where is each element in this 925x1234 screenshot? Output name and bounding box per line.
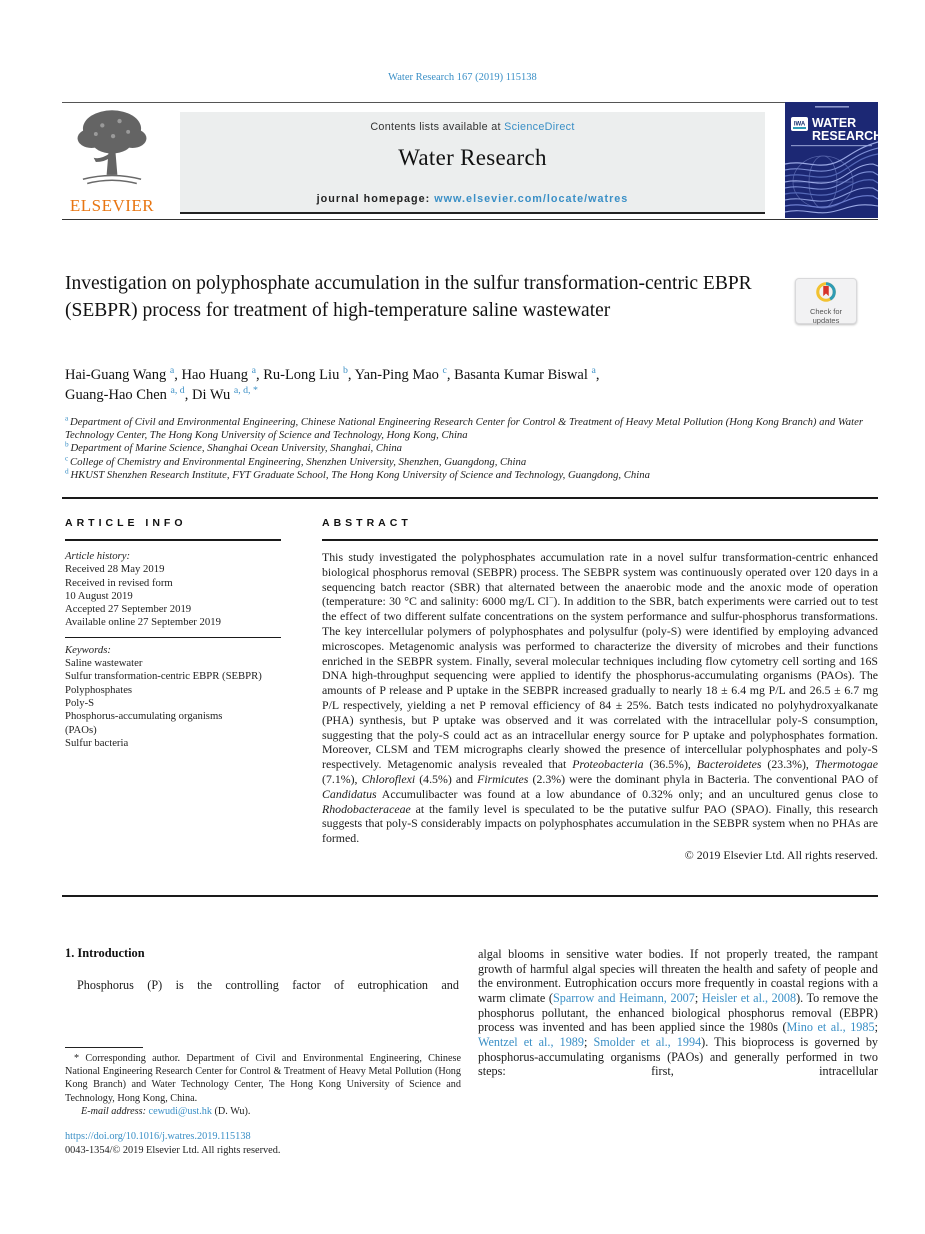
text-run: * Corresponding author. Department of Civil and Environmental Engineering, Chinese National Engineering Research Center for Control & Treatment of Heavy Metal Pollution (Hong Kong Branch) and Water Technology Center, The Hong Kong University of Science and Technology, Hong Kong, China. [65, 1053, 461, 1104]
footnote-rule [65, 1047, 143, 1048]
inline-link[interactable]: c [65, 454, 71, 463]
history-line: Received 28 May 2019 [65, 563, 165, 576]
section-heading-introduction: 1. Introduction [65, 946, 145, 960]
affiliation-c [65, 456, 877, 469]
text-run: College of Chemistry and Environmental Engineering, Shenzhen University, Shenzhen, Guangdong, China [70, 455, 527, 468]
inline-link[interactable]: a [591, 365, 596, 377]
history-line: Accepted 27 September 2019 [65, 603, 192, 616]
copyright-line: © 2019 Elsevier Ltd. All rights reserved. [684, 847, 878, 862]
abstract-rule [322, 539, 878, 541]
contents-line [180, 121, 765, 133]
text-run: ; [694, 990, 702, 1005]
text-run: Department of Marine Science, Shanghai Ocean University, Shanghai, China [70, 442, 403, 455]
inline-link[interactable]: Heisler et al., 2008 [701, 990, 797, 1005]
author-list [65, 366, 835, 405]
sciencedirect-link[interactable]: ScienceDirect [504, 121, 575, 133]
text-run: Bacteroidetes [696, 757, 762, 772]
banner-bottom-rule [62, 219, 878, 220]
elsevier-tree-icon [73, 177, 151, 194]
text-run: Hai-Guang Wang [65, 367, 170, 383]
text-run: ). In addition to the SBR, batch experiments were carried out to test the effect of two different sulfate concentrations on the system performance and sulfur-phosphorus transformations. The key intercellular polymers of polyphosphates and polysulfur (poly-S) were identified by employing advanced microscopes. Metagenomic analysis was performed to characterize the diversity of microbes and their functions enriched in the SEBPR system. Finally, several molecular techniques including flow cytometry cell sorting and 16S DNA high-throughput sequencing were applied to identify the phosphorus-accumulating organisms (PAOs). The amounts of P release and P uptake in the SEBPR increased gradually to nearly 18 ± 6.4 mg P/L and 26.5 ± 6.7 mg P/L respectively, yielding a net P removal efficiency of 84 ± 25%. Batch tests indicated no polyhydroxyalkanate (PHA) synthesis, but P uptake was observed and it was correlated with the intracellular poly-S consumption, suggesting that the poly-S could act as an intracellular energy source for P uptake and polyphosphates formation. Moreover, CLSM and TEM micrographs clearly showed the presence of intercellular polyphosphates and poly-S respectively. Metagenomic analysis revealed that [322, 594, 878, 772]
article-title: Investigation on polyphosphate accumulation in the sulfur transformation-centric EBPR (SEBPR) process for treatment of high-temperature saline wastewater [65, 273, 752, 321]
check-badge-label-line2: updates [812, 315, 840, 325]
article-info-heading: ARTICLE INFO [65, 517, 187, 529]
elsevier-wordmark: ELSEVIER [69, 196, 155, 215]
article-info-rule [65, 539, 281, 541]
inline-link[interactable]: Wentzel et al., 1989 [478, 1034, 584, 1049]
abstract-bottom-rule [62, 895, 878, 897]
text-run: algal blooms in sensitive water bodies. If not properly treated, the rampant growth of harmful algal species will threaten the health and safety of people and the environment. Eutrophication occurs more frequently in coastal regions with a warm climate ( [478, 947, 878, 1005]
check-badge-label-line1: Check for [809, 307, 843, 316]
abstract-heading: ABSTRACT [322, 517, 412, 529]
text-run: (23.3%), [761, 757, 815, 772]
text-run: Accumulibacter was found at a low abundance of 0.32% only; and an uncultured genus close to [376, 786, 878, 801]
intro-paragraph-right [478, 947, 878, 1079]
text-run: at the family level is speculated to be the putative sulfur PAO (SPAO). Finally, this research suggests that poly-S considerably impacts on polyphosphates accumulation in the SEBPR system when no PHAs are formed. [322, 801, 878, 846]
text-run: (2.3%) were the dominant phyla in Bacteria. The conventional PAO of [528, 771, 879, 786]
intro-paragraph-left: Phosphorus (P) is the controlling factor of eutrophication and [77, 978, 459, 992]
inline-link[interactable]: Smolder et al., 1994 [593, 1034, 702, 1049]
inline-link[interactable]: Mino et al., 1985 [786, 1020, 875, 1035]
inline-link[interactable]: a, d, * [233, 384, 258, 396]
text-run: Proteobacteria [572, 757, 644, 772]
inline-link[interactable]: a [65, 414, 71, 423]
homepage-line [180, 193, 765, 205]
article-info-column [65, 550, 295, 750]
text-run: , Hao Huang [174, 367, 252, 383]
inline-link[interactable]: Sparrow and Heimann, 2007 [552, 990, 695, 1005]
text-run: , Yan-Ping Mao [347, 367, 443, 383]
text-run: (36.5%), [643, 757, 697, 772]
elsevier-logo [62, 106, 162, 216]
journal-banner [180, 112, 765, 214]
banner-journal-title: Water Research [398, 145, 547, 170]
inline-link[interactable]: a [251, 365, 256, 377]
text-run: (D. Wu). [211, 1105, 251, 1117]
cover-title-line1: WATER [812, 116, 857, 130]
keyword: (PAOs) [65, 723, 97, 736]
check-for-updates-badge[interactable] [795, 278, 857, 324]
text-run: ; [874, 1020, 878, 1035]
text-run: ; [584, 1034, 594, 1049]
keyword: Sulfur bacteria [65, 736, 129, 749]
affiliation-a [65, 416, 877, 442]
corresponding-author-footnote [65, 1052, 461, 1118]
affiliation-b [65, 442, 877, 455]
abstract-text [322, 550, 878, 863]
text-run: (7.1%), [322, 771, 362, 786]
text-run: ). To remove the phosphorus pollutant, the enhanced biological phosphorus removal (EBPR) process was invented and has been applied since the 1980s ( [478, 990, 878, 1035]
keyword: Sulfur transformation-centric EBPR (SEBPR) [65, 670, 262, 683]
homepage-prefix: journal homepage: [316, 193, 435, 205]
inline-link[interactable]: c [442, 365, 447, 377]
text-run: (4.5%) and [415, 771, 478, 786]
text-run: Department of Civil and Environmental Engineering, Chinese National Engineering Research Center for Control & Treatment of Heavy Metal Pollution (Hong Kong Branch) and Water Technology Center, The Hong Kong University of Science and Technology, Hong Kong, China [65, 416, 864, 442]
info-separator-rule [65, 637, 281, 638]
inline-link[interactable]: d [65, 467, 71, 476]
text-run: Thermotogae [814, 757, 878, 772]
contents-prefix: Contents lists available at [370, 121, 505, 133]
keyword: Phosphorus-accumulating organisms [65, 710, 223, 723]
affiliations [65, 416, 877, 482]
header-divider-rule [62, 497, 878, 499]
inline-link[interactable]: a [169, 365, 175, 377]
iwa-logo-text: IWA [793, 121, 806, 128]
inline-link[interactable]: b [342, 365, 348, 377]
abstract-paragraph [322, 550, 878, 846]
text-run: , Basanta Kumar Biswal [446, 367, 592, 383]
text-run: Rhodobacteraceae [322, 801, 411, 816]
homepage-url-link[interactable]: www.elsevier.com/locate/watres [434, 193, 629, 205]
text-run: , Di Wu [184, 386, 234, 403]
inline-link[interactable]: b [65, 440, 71, 449]
inline-link[interactable]: a, d [170, 384, 185, 396]
text-run: , [595, 367, 600, 383]
text-run: Firmicutes [477, 771, 529, 786]
text-run: Candidatus [322, 786, 377, 801]
keyword: Saline wastewater [65, 657, 143, 670]
text-run: Chloroflexi [361, 771, 416, 786]
cover-title-line2: RESEARCH [812, 129, 878, 143]
article-history-label: Article history: [65, 550, 131, 562]
keyword: Polyphosphates [65, 683, 133, 696]
keyword: Poly-S [65, 696, 95, 709]
corresponding-author-text [65, 1052, 461, 1105]
journal-cover-thumbnail[interactable] [785, 102, 878, 218]
text-run: , Ru-Long Liu [255, 367, 343, 383]
text-run: HKUST Shenzhen Research Institute, FYT Graduate School, The Hong Kong University of Science and Technology, Guangdong, China [70, 468, 650, 481]
journal-citation: Water Research 167 (2019) 115138 [388, 72, 537, 83]
text-run: − [548, 593, 554, 603]
text-run: E-mail address: [81, 1105, 149, 1117]
banner-top-rule [62, 102, 878, 103]
text-run: ). This bioprocess is governed by phosphorus-accumulating organisms (PAOs) and generally performed in two steps: first, intracellular [478, 1034, 879, 1079]
doi-link[interactable]: https://doi.org/10.1016/j.watres.2019.115138 [65, 1131, 251, 1142]
crossmark-icon [815, 290, 837, 307]
history-line: 10 August 2019 [65, 589, 133, 602]
issn-copyright-line: 0043-1354/© 2019 Elsevier Ltd. All rights reserved. [65, 1145, 281, 1156]
history-line: Available online 27 September 2019 [65, 616, 221, 629]
text-run: This study investigated the polyphosphates accumulation rate in a novel sulfur transformation-centric enhanced biological phosphorus removal (SEBPR) process. The SEBPR system was continuously operated over 120 days in a sequencing batch reactor (SBR) that alternated between the anaerobic mode and the anoxic mode of operation (temperature: 30 °C and salinity: 6000 mg/L Cl [322, 550, 878, 609]
history-line: Received in revised form [65, 576, 173, 589]
keywords-label: Keywords: [65, 643, 111, 656]
text-run: Guang-Hao Chen [65, 386, 171, 403]
email-line [65, 1105, 461, 1118]
affiliation-d [65, 469, 877, 482]
inline-link[interactable]: cewudi@ust.hk [148, 1105, 212, 1117]
